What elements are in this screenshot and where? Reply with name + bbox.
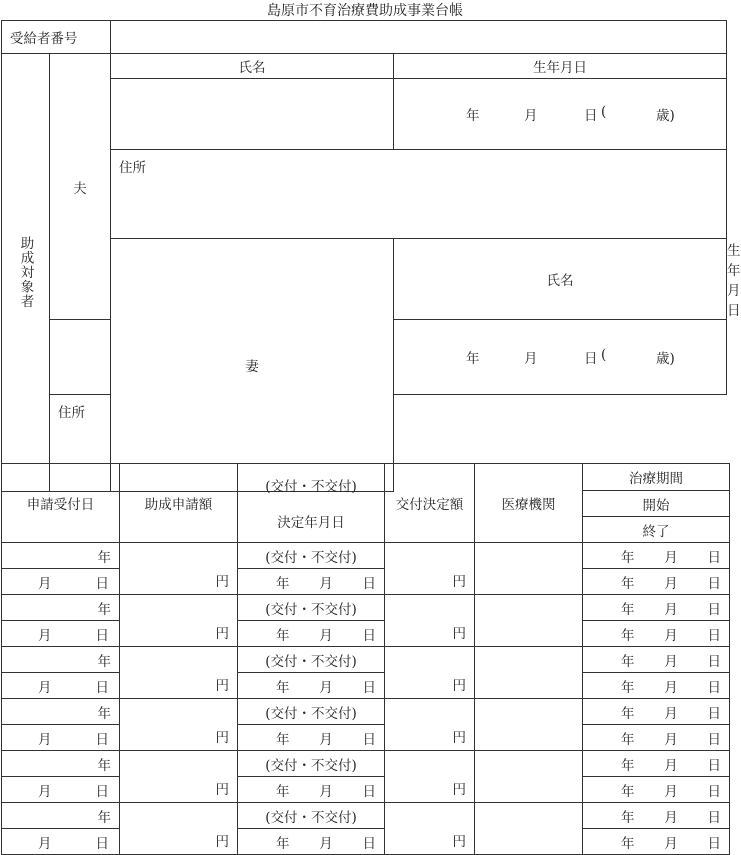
- col-period-end: 終了: [583, 517, 730, 543]
- application-year-cell[interactable]: [2, 543, 120, 569]
- wife-address-label: 住所: [58, 405, 85, 421]
- ledger-entry-top: [2, 803, 730, 829]
- wife-year-unit: 年: [466, 351, 480, 367]
- application-year-cell[interactable]: [2, 647, 120, 673]
- period-start-cell[interactable]: [583, 543, 730, 569]
- month-unit: 月: [664, 575, 678, 592]
- month-unit: 月: [319, 627, 333, 644]
- year-unit: 年: [621, 731, 635, 748]
- husband-age-open: (: [601, 104, 607, 120]
- institution-cell[interactable]: [475, 699, 583, 751]
- yen-unit: 円: [215, 834, 229, 850]
- month-unit: 月: [664, 783, 678, 800]
- requested-amount-cell[interactable]: [120, 543, 238, 595]
- application-monthday-cell[interactable]: [2, 621, 120, 647]
- decision-status-cell[interactable]: [238, 751, 385, 777]
- husband-month-unit: 月: [524, 108, 538, 124]
- day-unit: 日: [362, 679, 376, 696]
- year-unit: 年: [97, 705, 111, 722]
- month-unit: 月: [664, 653, 678, 670]
- requested-amount-cell[interactable]: [120, 803, 238, 855]
- application-year-cell[interactable]: [2, 803, 120, 829]
- application-year-cell[interactable]: [2, 699, 120, 725]
- requested-amount-cell[interactable]: [120, 595, 238, 647]
- husband-day-unit: 日: [584, 108, 598, 124]
- husband-address-field[interactable]: [111, 150, 727, 239]
- yen-unit: 円: [452, 730, 466, 746]
- year-unit: 年: [276, 679, 290, 696]
- period-start-cell[interactable]: [583, 699, 730, 725]
- ledger-table: [1, 463, 730, 855]
- wife-month-unit: 月: [524, 351, 538, 367]
- month-unit: 月: [664, 601, 678, 618]
- decision-status: (交付・不交付): [265, 549, 357, 566]
- year-unit: 年: [276, 731, 290, 748]
- year-unit: 年: [621, 679, 635, 696]
- subject-table: 受給者番号 助成対象者 夫 氏名 生年月日 年 月 日 ( 歳) 住所 妻 氏名 生年月日 年 月 日 ( 歳) 住所: [1, 20, 727, 492]
- recipient-number-field[interactable]: [111, 21, 727, 54]
- month-unit: 月: [319, 835, 333, 852]
- day-unit: 日: [95, 679, 109, 696]
- col-decision-bottom: 決定年月日: [277, 515, 345, 531]
- wife-name-label: 氏名: [394, 239, 727, 320]
- wife-birth-field[interactable]: [394, 320, 727, 395]
- period-end-cell[interactable]: [583, 725, 730, 751]
- year-unit: 年: [621, 809, 635, 826]
- decision-date-cell[interactable]: [238, 829, 385, 855]
- month-unit: 月: [664, 731, 678, 748]
- yen-unit: 円: [215, 574, 229, 590]
- year-unit: 年: [276, 783, 290, 800]
- month-unit: 月: [664, 809, 678, 826]
- col-decision-date: [238, 464, 385, 543]
- institution-cell[interactable]: [475, 543, 583, 595]
- application-monthday-cell[interactable]: [2, 777, 120, 803]
- period-start-cell[interactable]: [583, 595, 730, 621]
- requested-amount-cell[interactable]: [120, 647, 238, 699]
- day-unit: 日: [95, 575, 109, 592]
- wife-day-unit: 日: [584, 351, 598, 367]
- ledger-entry-bottom: [2, 569, 730, 595]
- day-unit: 日: [362, 627, 376, 644]
- day-unit: 日: [95, 835, 109, 852]
- day-unit: 日: [707, 783, 721, 800]
- wife-name-field[interactable]: [50, 320, 111, 395]
- day-unit: 日: [707, 809, 721, 826]
- month-unit: 月: [664, 705, 678, 722]
- subject-label-cell: [2, 54, 50, 492]
- yen-unit: 円: [452, 834, 466, 850]
- ledger-entry-top: [2, 595, 730, 621]
- period-end-cell[interactable]: [583, 777, 730, 803]
- col-institution: 医療機関: [475, 464, 583, 543]
- period-end-cell[interactable]: [583, 673, 730, 699]
- year-unit: 年: [621, 627, 635, 644]
- day-unit: 日: [707, 549, 721, 566]
- institution-cell[interactable]: [475, 647, 583, 699]
- wife-label: 妻: [111, 239, 394, 492]
- decided-amount-cell[interactable]: [385, 751, 475, 803]
- year-unit: 年: [621, 783, 635, 800]
- decided-amount-cell[interactable]: [385, 699, 475, 751]
- yen-unit: 円: [452, 626, 466, 642]
- decision-status: (交付・不交付): [265, 705, 357, 722]
- requested-amount-cell[interactable]: [120, 751, 238, 803]
- period-end-cell[interactable]: [583, 621, 730, 647]
- yen-unit: 円: [215, 730, 229, 746]
- husband-year-unit: 年: [466, 108, 480, 124]
- day-unit: 日: [707, 653, 721, 670]
- year-unit: 年: [621, 653, 635, 670]
- month-unit: 月: [319, 575, 333, 592]
- application-monthday-cell[interactable]: [2, 725, 120, 751]
- col-decided-amount: 交付決定額: [385, 464, 475, 543]
- year-unit: 年: [97, 549, 111, 566]
- day-unit: 日: [362, 731, 376, 748]
- ledger-entry-bottom: [2, 673, 730, 699]
- day-unit: 日: [707, 835, 721, 852]
- application-monthday-cell[interactable]: [2, 569, 120, 595]
- ledger-entry-bottom: [2, 725, 730, 751]
- col-period: 治療期間: [583, 464, 730, 491]
- year-unit: 年: [276, 835, 290, 852]
- decision-status: (交付・不交付): [265, 809, 357, 826]
- year-unit: 年: [621, 757, 635, 774]
- month-unit: 月: [38, 835, 52, 852]
- institution-cell[interactable]: [475, 595, 583, 647]
- wife-age-open: (: [601, 347, 607, 363]
- day-unit: 日: [707, 601, 721, 618]
- decision-date-cell[interactable]: [238, 725, 385, 751]
- yen-unit: 円: [452, 678, 466, 694]
- husband-name-field[interactable]: [111, 79, 394, 150]
- decision-status: (交付・不交付): [265, 601, 357, 618]
- husband-birth-field[interactable]: [394, 79, 727, 150]
- husband-birth-label: 生年月日: [394, 54, 727, 79]
- ledger-entry-top: [2, 543, 730, 569]
- yen-unit: 円: [215, 626, 229, 642]
- month-unit: 月: [664, 835, 678, 852]
- year-unit: 年: [97, 809, 111, 826]
- institution-cell[interactable]: [475, 803, 583, 855]
- day-unit: 日: [362, 783, 376, 800]
- day-unit: 日: [707, 679, 721, 696]
- day-unit: 日: [95, 731, 109, 748]
- decided-amount-cell[interactable]: [385, 647, 475, 699]
- month-unit: 月: [38, 783, 52, 800]
- ledger-entry-bottom: [2, 621, 730, 647]
- requested-amount-cell[interactable]: [120, 699, 238, 751]
- ledger-entry-bottom: [2, 777, 730, 803]
- year-unit: 年: [621, 549, 635, 566]
- decision-status: (交付・不交付): [265, 653, 357, 670]
- day-unit: 日: [95, 783, 109, 800]
- application-monthday-cell[interactable]: [2, 673, 120, 699]
- month-unit: 月: [664, 679, 678, 696]
- decision-status-cell[interactable]: [238, 699, 385, 725]
- husband-address-label: 住所: [119, 160, 146, 176]
- year-unit: 年: [276, 627, 290, 644]
- decided-amount-cell[interactable]: [385, 543, 475, 595]
- day-unit: 日: [95, 627, 109, 644]
- wife-age-unit: 歳): [656, 351, 675, 367]
- decision-status: (交付・不交付): [265, 757, 357, 774]
- period-end-cell[interactable]: [583, 569, 730, 595]
- month-unit: 月: [664, 757, 678, 774]
- month-unit: 月: [38, 679, 52, 696]
- decided-amount-cell[interactable]: [385, 803, 475, 855]
- col-decision-top: (交付・不交付): [265, 479, 357, 495]
- application-year-cell[interactable]: [2, 595, 120, 621]
- year-unit: 年: [621, 705, 635, 722]
- month-unit: 月: [319, 783, 333, 800]
- ledger-entry-top: [2, 699, 730, 725]
- yen-unit: 円: [215, 782, 229, 798]
- period-start-cell[interactable]: [583, 647, 730, 673]
- decision-date-cell[interactable]: [238, 673, 385, 699]
- day-unit: 日: [707, 627, 721, 644]
- col-period-start: 開始: [583, 491, 730, 517]
- day-unit: 日: [707, 575, 721, 592]
- year-unit: 年: [621, 601, 635, 618]
- month-unit: 月: [319, 679, 333, 696]
- day-unit: 日: [707, 705, 721, 722]
- year-unit: 年: [621, 835, 635, 852]
- yen-unit: 円: [452, 782, 466, 798]
- day-unit: 日: [362, 575, 376, 592]
- day-unit: 日: [362, 835, 376, 852]
- decision-date-cell[interactable]: [238, 621, 385, 647]
- day-unit: 日: [707, 757, 721, 774]
- recipient-number-label: 受給者番号: [2, 21, 111, 54]
- subject-label: 助成対象者: [17, 236, 34, 309]
- month-unit: 月: [38, 575, 52, 592]
- husband-name-label: 氏名: [111, 54, 394, 79]
- ledger-entry-bottom: [2, 829, 730, 855]
- day-unit: 日: [707, 731, 721, 748]
- month-unit: 月: [664, 627, 678, 644]
- husband-label: 夫: [50, 54, 111, 320]
- application-year-cell[interactable]: [2, 751, 120, 777]
- application-monthday-cell[interactable]: [2, 829, 120, 855]
- month-unit: 月: [319, 731, 333, 748]
- decision-status-cell[interactable]: [238, 803, 385, 829]
- yen-unit: 円: [215, 678, 229, 694]
- period-start-cell[interactable]: [583, 803, 730, 829]
- col-application-date: 申請受付日: [2, 464, 120, 543]
- husband-age-unit: 歳): [656, 108, 675, 124]
- col-requested-amount: 助成申請額: [120, 464, 238, 543]
- yen-unit: 円: [452, 574, 466, 590]
- decision-date-cell[interactable]: [238, 777, 385, 803]
- period-start-cell[interactable]: [583, 751, 730, 777]
- month-unit: 月: [664, 549, 678, 566]
- decision-status-cell[interactable]: [238, 647, 385, 673]
- decision-status-cell[interactable]: [238, 543, 385, 569]
- year-unit: 年: [97, 601, 111, 618]
- institution-cell[interactable]: [475, 751, 583, 803]
- year-unit: 年: [97, 653, 111, 670]
- decision-status-cell[interactable]: [238, 595, 385, 621]
- ledger-entry-top: [2, 751, 730, 777]
- ledger-entry-top: [2, 647, 730, 673]
- decided-amount-cell[interactable]: [385, 595, 475, 647]
- page-title: 島原市不育治療費助成事業台帳: [267, 3, 463, 19]
- month-unit: 月: [38, 731, 52, 748]
- year-unit: 年: [97, 757, 111, 774]
- decision-date-cell[interactable]: [238, 569, 385, 595]
- year-unit: 年: [276, 575, 290, 592]
- year-unit: 年: [621, 575, 635, 592]
- month-unit: 月: [38, 627, 52, 644]
- period-end-cell[interactable]: [583, 829, 730, 855]
